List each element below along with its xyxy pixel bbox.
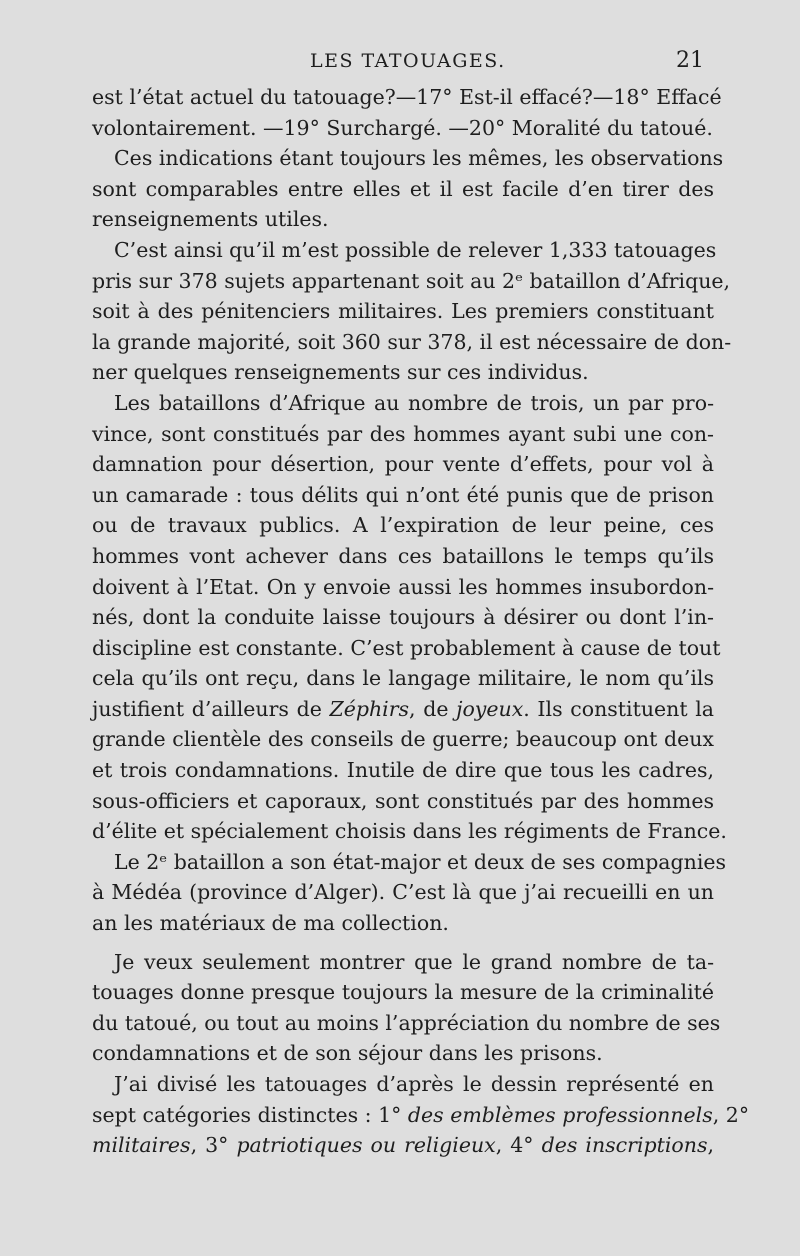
running-title: LES TATOUAGES. (310, 50, 506, 72)
text-line: cela qu’ils ont reçu, dans le langage militaire, le nom qu’ils (92, 666, 714, 691)
text-line: doivent à l’Etat. On y envoie aussi les hommes insubordon- (92, 574, 714, 599)
text-line: nés, dont la conduite laisse toujours à désirer ou dont l’in- (92, 605, 714, 630)
text-line: vince, sont constitués par des hommes ayant subi une con- (92, 421, 714, 446)
text-line: ner quelques renseignements sur ces individus. (92, 360, 589, 385)
text-line: Les bataillons d’Afrique au nombre de trois, un par pro- (114, 390, 714, 415)
text-line-italic: sept catégories distinctes : 1° des emblèmes professionnels, 2° (92, 1102, 750, 1127)
text-line: à Médéa (province d’Alger). C’est là que j’ai recueilli en un (92, 880, 714, 905)
text-line: la grande majorité, soit 360 sur 378, il est nécessaire de don- (92, 329, 732, 354)
text-line: damnation pour désertion, pour vente d’effets, pour vol à (92, 452, 714, 477)
text-line: grande clientèle des conseils de guerre; beaucoup ont deux (92, 727, 714, 752)
text-line: volontairement. —19° Surchargé. —20° Moralité du tatoué. (92, 115, 713, 140)
text-line: discipline est constante. C’est probablement à cause de tout (92, 635, 721, 660)
text-line-italic: militaires, 3° patriotiques ou religieux, 4° des inscriptions, (92, 1133, 715, 1158)
page-body (92, 82, 750, 1161)
text-line: sont comparables entre elles et il est facile d’en tirer des (92, 176, 714, 201)
text-line: un camarade : tous délits qui n’ont été punis que de prison (92, 482, 714, 507)
text-line: an les matériaux de ma collection. (92, 911, 449, 936)
text-line-italic: justifient d’ailleurs de Zéphirs, de joyeux. Ils constituent la (92, 696, 715, 721)
paragraph-7 (92, 1069, 750, 1161)
text-line: renseignements utiles. (92, 207, 329, 232)
paragraph-1 (92, 82, 722, 143)
text-line: Je veux seulement montrer que le grand nombre de ta- (114, 949, 714, 974)
text-line: Ces indications étant toujours les mêmes, les observations (114, 146, 724, 171)
text-line: condamnations et de son séjour dans les prisons. (92, 1041, 603, 1066)
text-line: pris sur 378 sujets appartenant soit au 2ᵉ bataillon d’Afrique, (92, 268, 731, 293)
paragraph-4 (92, 388, 727, 847)
text-line: sous-officiers et caporaux, sont constitués par des hommes (92, 788, 714, 813)
text-line: d’élite et spécialement choisis dans les régiments de France. (92, 819, 727, 844)
text-line: ou de travaux publics. A l’expiration de leur peine, ces (92, 513, 714, 538)
paragraph-5 (92, 847, 727, 939)
paragraph-3 (92, 235, 732, 388)
paragraph-2 (92, 143, 724, 235)
text-line: J’ai divisé les tatouages d’après le dessin représenté en (114, 1072, 714, 1096)
paragraph-6 (92, 947, 721, 1069)
text-line: soit à des pénitenciers militaires. Les premiers constituant (92, 299, 714, 324)
text-line: et trois condamnations. Inutile de dire que tous les cadres, (92, 758, 714, 783)
text-line: hommes vont achever dans ces bataillons le temps qu’ils (92, 543, 714, 568)
text-line: Le 2ᵉ bataillon a son état-major et deux de ses compagnies (114, 849, 727, 874)
text-line: C’est ainsi qu’il m’est possible de relever 1,333 tatouages (114, 237, 717, 262)
page-header (0, 50, 800, 80)
text-line: touages donne presque toujours la mesure de la criminalité (92, 980, 714, 1005)
text-line: est l’état actuel du tatouage?—17° Est-il effacé?—18° Effacé (92, 85, 722, 109)
text-line: du tatoué, ou tout au moins l’appréciation du nombre de ses (92, 1010, 721, 1035)
page-number: 21 (676, 48, 704, 73)
